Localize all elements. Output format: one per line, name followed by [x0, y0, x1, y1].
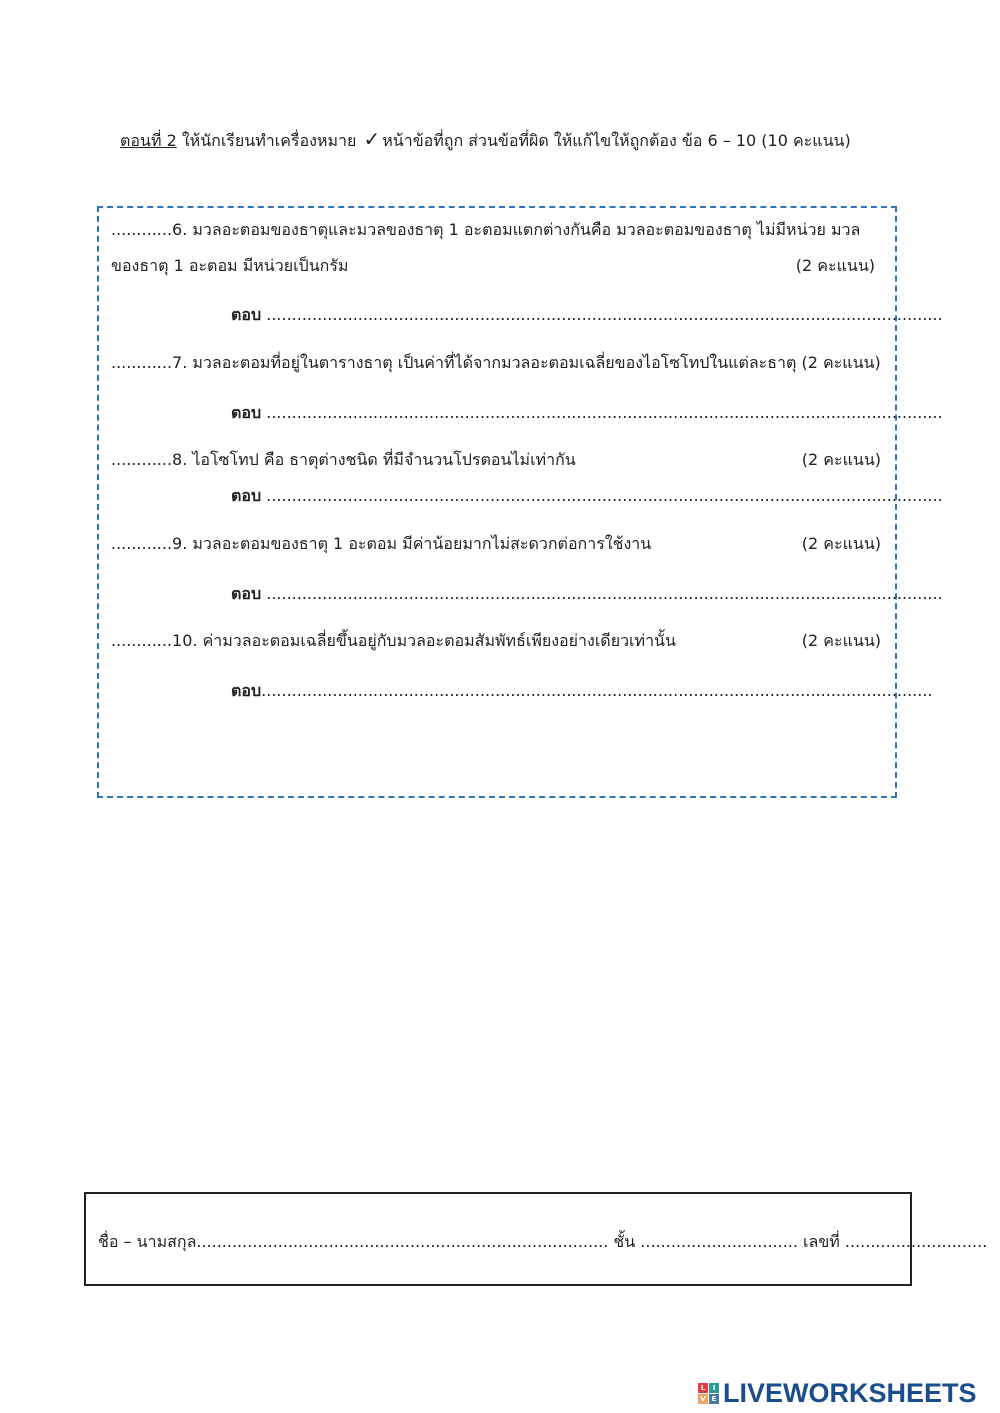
logo-letter-e: E — [709, 1394, 719, 1404]
answer-9[interactable] — [231, 582, 943, 607]
brand-name: LIVEWORKSHEETS — [723, 1378, 977, 1408]
answer-6[interactable] — [231, 303, 943, 328]
logo-letter-i: I — [709, 1383, 719, 1393]
answer-8[interactable] — [231, 484, 943, 509]
answer-label: ตอบ — [231, 584, 262, 603]
answer-label: ตอบ — [231, 486, 262, 505]
question-6-line-1: ............6. มวลอะตอมของธาตุและมวลของธาตุ 1 อะตอมแตกต่างกันคือ มวลอะตอมของธาตุ ไม่มีหน่วย มวล — [111, 220, 861, 239]
answer-label: ตอบ — [231, 681, 262, 700]
answer-dots: ..................................................................................................................................... — [261, 486, 943, 505]
question-9-score: (2 คะแนน) — [801, 534, 881, 553]
logo-letter-v: V — [698, 1394, 708, 1404]
question-box — [97, 206, 943, 798]
student-info-box — [84, 1192, 988, 1286]
answer-label: ตอบ — [231, 305, 262, 324]
instruction-line — [120, 127, 920, 154]
answer-dots: .................................................................................................................................... — [261, 681, 933, 700]
answer-10[interactable] — [231, 679, 933, 704]
answer-7[interactable] — [231, 401, 943, 426]
question-6-score: (2 คะแนน) — [795, 256, 875, 275]
question-8-line-1: ............8. ไอโซโทป คือ ธาตุต่างชนิด ที่มีจำนวนโปรตอนไม่เท่ากัน — [111, 450, 576, 469]
liveworksheets-brand — [698, 1378, 977, 1409]
instruction-text-before: ให้นักเรียนทำเครื่องหมาย — [176, 131, 362, 150]
question-7-line-1: ............7. มวลอะตอมที่อยู่ในตารางธาตุ เป็นค่าที่ได้จากมวลอะตอมเฉลี่ยของไอโซโทปในแต่ละธาตุ (2 คะแนน) — [111, 353, 881, 372]
student-info-line[interactable]: ชื่อ – นามสกุล................................................................................. ชั้น ............................... เลขที่ ............................ — [98, 1232, 988, 1251]
checkmark-icon: ✓ — [363, 127, 381, 151]
answer-dots: ..................................................................................................................................... — [261, 584, 943, 603]
answer-label: ตอบ — [231, 403, 262, 422]
question-10-line-1: ............10. ค่ามวลอะตอมเฉลี่ยขึ้นอยู่กับมวลอะตอมสัมพัทธ์เพียงอย่างเดียวเท่านั้น — [111, 631, 676, 650]
liveworksheets-logo-icon — [698, 1383, 719, 1404]
question-8-score: (2 คะแนน) — [801, 450, 881, 469]
answer-dots: ..................................................................................................................................... — [261, 403, 943, 422]
logo-letter-l: L — [698, 1383, 708, 1393]
instruction-text-after: หน้าข้อที่ถูก ส่วนข้อที่ผิด ให้แก้ไขให้ถูกต้อง ข้อ 6 – 10 (10 คะแนน) — [382, 131, 851, 150]
question-9-line-1: ............9. มวลอะตอมของธาตุ 1 อะตอม มีค่าน้อยมากไม่สะดวกต่อการใช้งาน — [111, 534, 652, 553]
question-6-line-2: ของธาตุ 1 อะตอม มีหน่วยเป็นกรัม — [111, 256, 349, 275]
question-10-score: (2 คะแนน) — [801, 631, 881, 650]
part-label: ตอนที่ 2 — [120, 131, 177, 150]
answer-dots: ..................................................................................................................................... — [261, 305, 943, 324]
